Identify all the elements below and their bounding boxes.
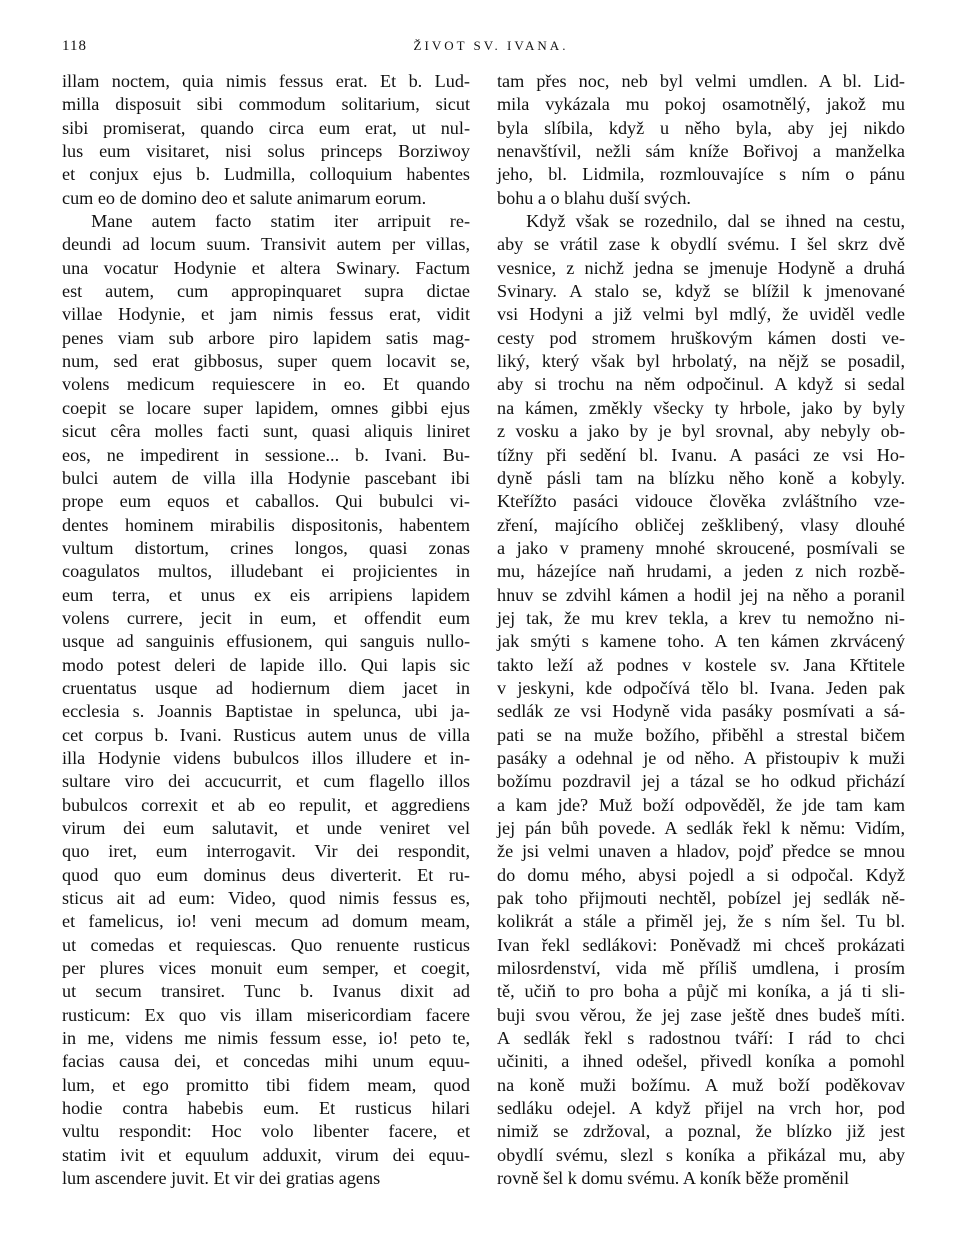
text-line: takto leží až podnes v kostele sv. Jana Křtitele — [497, 654, 905, 675]
text-line: nenavštívil, nežli sám kníže Bořivoj a manželka — [497, 141, 905, 162]
text-line: ut comedas et requiescas. Quo renuente rusticus — [62, 934, 470, 955]
page-number: 118 — [62, 38, 87, 54]
text-line: modo potest deleri de lapide illo. Qui lapis sic — [62, 654, 470, 675]
text-line: num, sed erat gibbosus, super quem locavit se, — [62, 351, 470, 372]
text-line: villae Hodynie, et jam nimis fessus erat, vidit — [62, 304, 470, 325]
text-line: et famelicus, io! veni mecum ad domum meam, — [62, 911, 470, 932]
text-line: liký, který však byl hrbolatý, na nějž se posadil, — [497, 351, 905, 372]
text-line: bohu a o blahu duší svých. — [497, 187, 691, 208]
text-line: est autem, cum appropinquaret supra dictae — [62, 281, 470, 302]
text-line: zření, majícího obličej zešklibený, vlasy dlouhé — [497, 514, 905, 535]
text-line: cesty pod stromem hruškovým kámen dosti ve- — [497, 327, 905, 348]
text-line: illam noctem, quia nimis fessus erat. Et b. Lud- — [62, 71, 470, 91]
text-line: rusticum: Ex quo vis illam misericordiam facere — [62, 1004, 470, 1025]
text-line: pati se na muže božího, přiběhl a strestal bičem — [497, 724, 905, 745]
text-line: pak toho přijmouti nechtěl, pobízel jej sedlák ně- — [497, 888, 905, 909]
text-line: kolikrát a stále a přiměl jej, že s ním šel. Tu bl. — [497, 911, 905, 932]
text-line: volens medicum requiescere in eo. Et quando — [62, 374, 470, 395]
text-line: do domu mého, abysi pojedl a si odpočal. Když — [497, 864, 905, 885]
text-line: milla disposuit sibi commodum solitarium, sicut — [62, 94, 470, 115]
text-line: volens currere, jecit in eum, et offendit eum — [62, 607, 470, 628]
page-header — [62, 38, 920, 62]
text-line: nimiž se zdržoval, a poznal, že blízko již jest — [497, 1121, 905, 1142]
text-line: jej tak, že mu krev tekla, a krev tu nemožno ni- — [497, 607, 905, 628]
text-line: Svinary. A stalo se, když se blížil k jmenované — [497, 281, 905, 302]
text-line: eos, ne impedirent in sessione... b. Ivani. Bu- — [62, 444, 470, 465]
text-line: vsi Hodyni a již velmi byl mdlý, že uviděl vedle — [497, 304, 905, 325]
text-line: usque ad sanguinis effusionem, qui sanguis nullo- — [62, 631, 470, 652]
text-line: bulci autem de villa illa Hodynie pascebant ibi — [62, 467, 470, 488]
text-line: quo iret, eum interrogavit. Vir dei respondit, — [62, 841, 470, 862]
text-line: et conjux ejus b. Ludmilla, colloquium habentes — [62, 164, 470, 185]
text-line: na kámen, změkly všecky ty hrbole, jako by byly — [497, 397, 905, 418]
text-line: hnuv se zdvihl kámen a hodil jej na něho a poranil — [497, 584, 905, 605]
text-line: eum terra, et unus ex eis arripiens lapidem — [62, 584, 470, 605]
text-line: in me, videns me nimis fessum esse, io! peto te, — [62, 1028, 470, 1049]
text-line: ecclesia s. Joannis Baptistae in spelunca, ubi ja- — [62, 701, 470, 722]
text-line: lus eum visitaret, nisi solus princeps Borziwoy — [62, 141, 470, 162]
text-line: vultum distortum, crines longos, quasi zonas — [62, 537, 470, 558]
text-line: ut secum transiret. Tunc b. Ivanus dixit ad — [62, 981, 470, 1002]
text-line: quod quo eum dominus deus diverterit. Et ru- — [62, 864, 470, 885]
text-line: mila vykázala mu pokoj osamotnělý, jakož mu — [497, 94, 905, 115]
text-line: lum ascendere juvit. Et vir dei gratias agens — [62, 1168, 381, 1189]
text-line: sicut cêra molles facti sunt, quasi aliquis liniret — [62, 421, 470, 442]
text-line: a jako v prameny mnohé skroucené, posmívali se — [497, 537, 905, 558]
text-line: hodie contra habebis eum. Et rusticus hilari — [62, 1098, 470, 1119]
running-title: ŽIVOT SV. IVANA. — [413, 38, 569, 53]
text-line: vultu respondit: Hoc volo libenter facere, et — [62, 1121, 470, 1142]
text-line: cruentatus usque ad hodiernum diem jacet in — [62, 677, 470, 698]
text-line: Když však se rozednilo, dal se ihned na cestu, — [526, 211, 905, 232]
latin-text-column — [62, 70, 470, 1191]
text-line: sultare viro dei accucurrit, et cum flagello illos — [62, 771, 470, 792]
text-line: bubulcos correxit et ab eo repulit, et aggrediens — [62, 794, 470, 815]
czech-text-column — [497, 70, 905, 1191]
text-line: deundi ad locum suum. Transivit autem per villas, — [62, 234, 470, 255]
text-line: obydlí svému, slezl s koníka a přikázal mu, aby — [497, 1144, 905, 1165]
text-line: jak smýti s kamene toho. A ten kámen zkrvácený — [497, 631, 905, 652]
text-line: una vocatur Hodynie et altera Swinary. Factum — [62, 257, 470, 278]
text-line: v jeskyni, kde odpočívá tělo bl. Ivana. Jeden pak — [497, 677, 905, 698]
text-line: penes viam sub arbore piro lapidem satis mag- — [62, 327, 470, 348]
text-line: milosrdenství, vida mě příliš umdlena, i prosím — [497, 958, 905, 979]
text-line: Ivan řekl sedlákovi: Poněvadž mi chceš prokázati — [497, 934, 905, 955]
text-line: pasáky a odehnal je od něho. A přistoupiv k muži — [497, 747, 905, 768]
text-line: virum dei eum salutavit, et unde veniret vel — [62, 818, 470, 838]
text-line: Kteřížto pasáci vidouce člověka zvláštního vze- — [497, 491, 905, 512]
text-line: aby se vrátil zase k obydlí svému. I šel skrz dvě — [497, 234, 905, 255]
text-line: sedláku odejel. A když přijel na vrch hor, pod — [497, 1098, 905, 1119]
text-line: jej pán bůh povede. A sedlák řekl k němu: Vidím, — [497, 818, 905, 838]
text-line: sedlák ze vsi Hodyně vida pasáky posmívati a sá- — [497, 701, 905, 722]
text-line: lum, et ego promitto tibi fidem meam, quod — [62, 1074, 470, 1095]
text-line: mu, házejíce naň hrudami, a jeden z nich rozbě- — [497, 561, 905, 582]
text-line: cet corpus b. Ivani. Rusticus autem unus de villa — [62, 724, 470, 745]
text-line: aby si trochu na něm odpočinul. A když si sedal — [497, 374, 905, 395]
text-line: Mane autem facto statim iter arripuit re- — [91, 211, 470, 232]
text-line: illa Hodynie videns bubulcos illos illudere et in- — [62, 747, 470, 768]
text-line: tam přes noc, neb byl velmi umdlen. A bl. Lid- — [497, 71, 905, 91]
text-line: rovně šel k domu svému. A koník běže proměnil — [497, 1168, 850, 1189]
text-line: sibi promiserat, quando circa eum erat, ut nul- — [62, 117, 470, 138]
text-line: sticus ait ad eum: Video, quod nimis fessus es, — [62, 888, 470, 909]
text-line: tížny při sedění bl. Ivanu. A pasáci ze vsi Ho- — [497, 444, 905, 465]
text-line: byla slíbila, když u něho byla, aby jej nikdo — [497, 117, 905, 138]
text-line: A sedlák řekl s radostnou tváří: I rád to chci — [497, 1028, 905, 1049]
text-line: božímu pozdravil jej a tázal se ho odkud přichází — [497, 771, 905, 792]
text-line: statim ivit et equulum adduxit, virum dei equu- — [62, 1144, 470, 1165]
text-line: učiniti, a ihned odešel, přivedl koníka a pomohl — [497, 1051, 905, 1072]
text-line: prope eum equos et caballos. Qui bubulci vi- — [62, 491, 470, 512]
text-line: buji svou věrou, že jej zase ještě dnes budeš míti. — [497, 1004, 905, 1025]
text-line: per plures vices monuit eum semper, et coegit, — [62, 958, 470, 979]
text-line: coagulatos multos, illudebant ei projicientes in — [62, 561, 470, 582]
text-line: na koně muži božímu. A muž boží poděkovav — [497, 1074, 905, 1095]
text-line: dentes hominem mirabilis dispositonis, habentem — [62, 514, 470, 535]
text-line: jeho, bl. Lidmila, rozmlouvajíce s ním o pánu — [497, 164, 905, 185]
text-line: tě, učiň to pro boha a půjč mi koníka, a já ti sli- — [497, 981, 905, 1002]
text-line: z vosku a jako by je byl srovnal, aby nebyly ob- — [497, 421, 905, 442]
text-line: facias causa dei, et concedas mihi unum equu- — [62, 1051, 470, 1072]
text-line: cum eo de domino deo et salute animarum eorum. — [62, 187, 427, 208]
text-line: že jsi velmi unaven a hladov, pojď předce se mnou — [497, 841, 905, 862]
text-line: a kam jde? Muž boží odpověděl, že jde tam kam — [497, 794, 905, 815]
text-line: vesnice, z nichž jedna se jmenuje Hodyně a druhá — [497, 257, 905, 278]
text-line: coepit se locare super lapidem, omnes gibbi ejus — [62, 397, 470, 418]
text-line: dyně pásli tam na blízku něho koně a kobyly. — [497, 467, 905, 488]
